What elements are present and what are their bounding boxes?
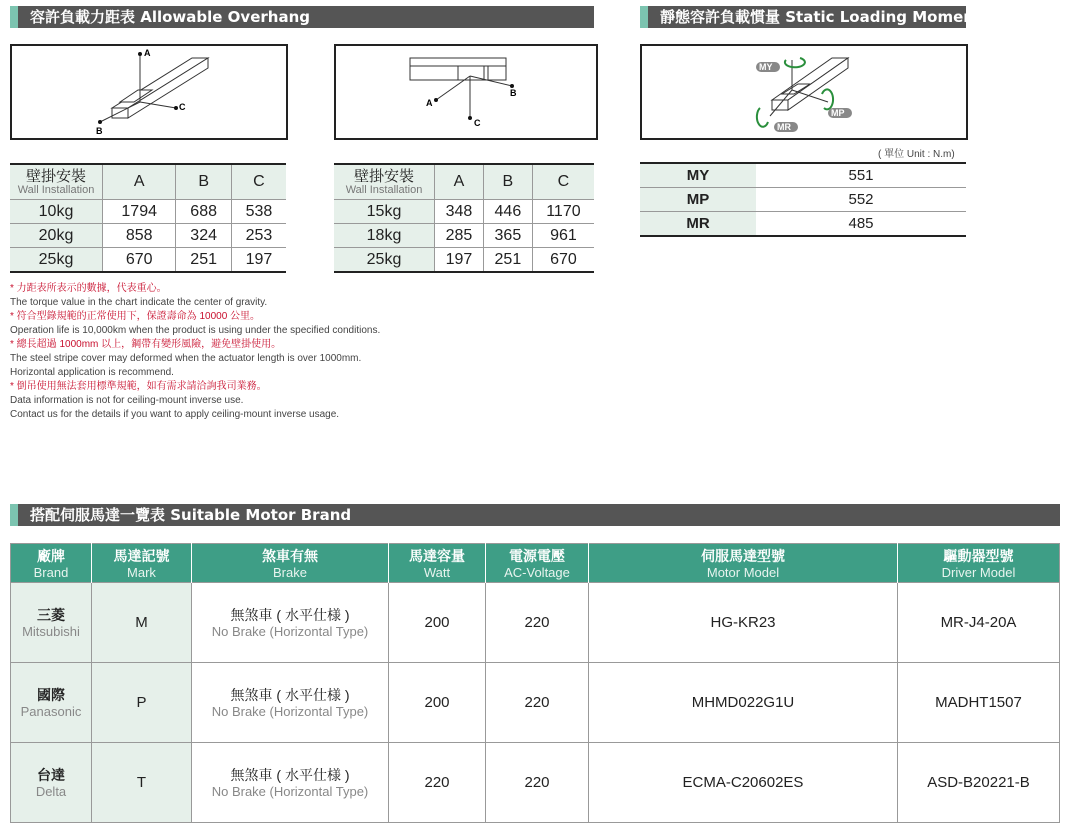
brand-cell: 國際 Panasonic — [11, 663, 92, 743]
value-c: 670 — [532, 248, 594, 273]
table-row — [334, 200, 594, 224]
unit-label: ( 單位 Unit : N.m) — [878, 149, 955, 160]
value-a: 670 — [103, 248, 176, 273]
label-a: A — [426, 98, 433, 108]
header-accent-bar — [640, 6, 648, 28]
col-b-header: B — [483, 164, 532, 200]
mark-cell: T — [92, 743, 192, 823]
mark-cell: M — [92, 583, 192, 663]
header-accent-bar — [10, 6, 18, 28]
static-moment-title: 靜態容許負載慣量 Static Loading Moment — [660, 8, 982, 26]
table-row — [640, 212, 966, 237]
col-motor-model-header: 伺服馬達型號 Motor Model — [589, 544, 898, 583]
value-c: 538 — [231, 200, 286, 224]
overhang-notes — [10, 282, 380, 422]
label-a: A — [144, 48, 151, 58]
label-c: C — [179, 102, 186, 112]
motor-model-cell: HG-KR23 — [589, 583, 898, 663]
driver-model-cell: MR-J4-20A — [898, 583, 1060, 663]
label-mr: MR — [777, 122, 791, 132]
load-cell: 20kg — [10, 224, 103, 248]
col-brand-header: 廠牌 Brand — [11, 544, 92, 583]
col-mark-header: 馬達記號 Mark — [92, 544, 192, 583]
value-b: 446 — [483, 200, 532, 224]
static-moment-table — [640, 162, 966, 237]
table-row — [11, 663, 1060, 743]
actuator-moment-drawing — [642, 46, 966, 138]
note-line: The torque value in the chart indicate the center of gravity. — [10, 297, 268, 308]
brake-cell: 無煞車 ( 水平仕様 ) No Brake (Horizontal Type) — [192, 743, 389, 823]
table-row — [10, 200, 286, 224]
brand-cell: 台達 Delta — [11, 743, 92, 823]
wall-installation-header: 壁掛安裝 Wall Installation — [334, 164, 435, 200]
overhang-table-2 — [334, 163, 594, 273]
value-a: 858 — [103, 224, 176, 248]
table-row — [334, 224, 594, 248]
note-line: * 符合型錄規範的正常使用下，保證壽命為 10000 公里。 — [10, 311, 261, 322]
col-voltage-header: 電源電壓 AC-Voltage — [486, 544, 589, 583]
overhang-diagram-wall-1 — [10, 44, 288, 140]
table-row — [334, 248, 594, 273]
motor-model-cell: MHMD022G1U — [589, 663, 898, 743]
brake-cell: 無煞車 ( 水平仕様 ) No Brake (Horizontal Type) — [192, 583, 389, 663]
note-line: * 總長超過 1000mm 以上，鋼帶有變形風險，避免壁掛使用。 — [10, 339, 282, 350]
motor-section-header — [10, 504, 1060, 526]
watt-cell: 220 — [389, 743, 486, 823]
moment-value: 485 — [756, 212, 966, 237]
static-moment-section-header — [640, 6, 982, 28]
wall-installation-header: 壁掛安裝 Wall Installation — [10, 164, 103, 200]
table-row — [640, 188, 966, 212]
value-b: 251 — [483, 248, 532, 273]
note-line: Horizontal application is recommend. — [10, 367, 174, 378]
motor-table — [10, 543, 1060, 823]
moment-key: MP — [640, 188, 756, 212]
load-cell: 10kg — [10, 200, 103, 224]
voltage-cell: 220 — [486, 743, 589, 823]
label-mp: MP — [831, 108, 845, 118]
col-c-header: C — [231, 164, 286, 200]
static-moment-diagram — [640, 44, 968, 140]
label-b: B — [96, 126, 103, 136]
value-b: 251 — [176, 248, 232, 273]
brand-cell: 三菱 Mitsubishi — [11, 583, 92, 663]
value-a: 285 — [435, 224, 484, 248]
label-my: MY — [759, 62, 773, 72]
note-line: Contact us for the details if you want to apply ceiling-mount inverse usage. — [10, 409, 340, 420]
watt-cell: 200 — [389, 583, 486, 663]
value-a: 348 — [435, 200, 484, 224]
col-a-header: A — [435, 164, 484, 200]
label-c: C — [474, 118, 481, 128]
value-c: 197 — [231, 248, 286, 273]
table-row — [10, 248, 286, 273]
actuator-drawing — [12, 46, 286, 138]
moment-value: 552 — [756, 188, 966, 212]
note-line: * 力距表所表示的數據，代表重心。 — [10, 283, 167, 294]
driver-model-cell: MADHT1507 — [898, 663, 1060, 743]
value-b: 365 — [483, 224, 532, 248]
value-a: 197 — [435, 248, 484, 273]
overhang-diagram-wall-2 — [334, 44, 598, 140]
col-a-header: A — [103, 164, 176, 200]
table-row — [11, 743, 1060, 823]
header-accent-bar — [10, 504, 18, 526]
actuator-drawing — [336, 46, 596, 138]
label-b: B — [510, 88, 517, 98]
moment-key: MY — [640, 163, 756, 188]
brake-cell: 無煞車 ( 水平仕様 ) No Brake (Horizontal Type) — [192, 663, 389, 743]
load-cell: 15kg — [334, 200, 435, 224]
col-watt-header: 馬達容量 Watt — [389, 544, 486, 583]
voltage-cell: 220 — [486, 583, 589, 663]
motor-title: 搭配伺服馬達一覽表 Suitable Motor Brand — [30, 506, 352, 524]
value-b: 324 — [176, 224, 232, 248]
driver-model-cell: ASD-B20221-B — [898, 743, 1060, 823]
value-b: 688 — [176, 200, 232, 224]
value-c: 961 — [532, 224, 594, 248]
load-cell: 25kg — [10, 248, 103, 273]
col-driver-model-header: 驅動器型號 Driver Model — [898, 544, 1060, 583]
table-row — [640, 163, 966, 188]
table-row — [11, 583, 1060, 663]
col-brake-header: 煞車有無 Brake — [192, 544, 389, 583]
load-cell: 18kg — [334, 224, 435, 248]
col-b-header: B — [176, 164, 232, 200]
mark-cell: P — [92, 663, 192, 743]
voltage-cell: 220 — [486, 663, 589, 743]
table-row — [10, 224, 286, 248]
overhang-section-header — [10, 6, 594, 28]
col-c-header: C — [532, 164, 594, 200]
note-line: Data information is not for ceiling-mount inverse use. — [10, 395, 244, 406]
moment-value: 551 — [756, 163, 966, 188]
value-c: 253 — [231, 224, 286, 248]
note-line: * 倒吊使用無法套用標準規範，如有需求請洽詢我司業務。 — [10, 381, 267, 392]
note-line: Operation life is 10,000km when the product is using under the specified conditions. — [10, 325, 381, 336]
motor-model-cell: ECMA-C20602ES — [589, 743, 898, 823]
value-a: 1794 — [103, 200, 176, 224]
watt-cell: 200 — [389, 663, 486, 743]
value-c: 1170 — [532, 200, 594, 224]
load-cell: 25kg — [334, 248, 435, 273]
moment-key: MR — [640, 212, 756, 237]
overhang-title: 容許負載力距表 Allowable Overhang — [30, 8, 310, 26]
note-line: The steel stripe cover may deformed when the actuator length is over 1000mm. — [10, 353, 362, 364]
overhang-table-1 — [10, 163, 286, 273]
